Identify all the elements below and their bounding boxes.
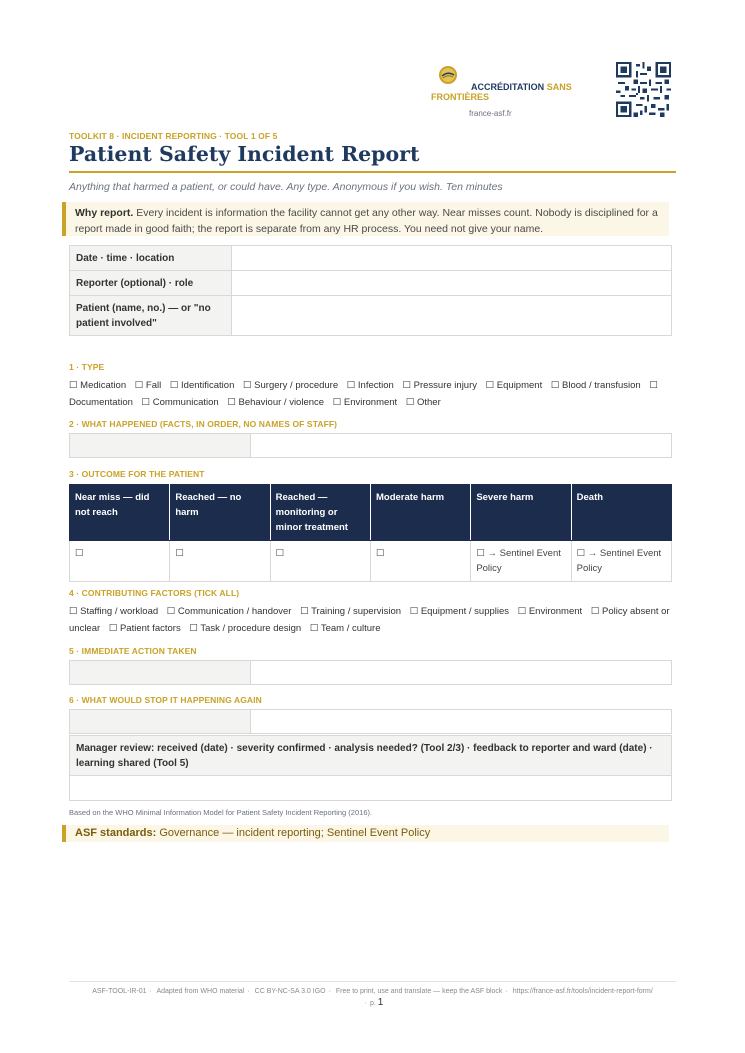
logo-word-1: ACCRÉDITATION: [471, 82, 545, 92]
reporter-role-field[interactable]: [232, 271, 672, 296]
section-what-happened-heading: 2 · WHAT HAPPENED (FACTS, IN ORDER, NO NAMES OF STAFF): [69, 419, 338, 429]
source-note: Based on the WHO Minimal Information Model for Patient Safety Incident Reporting (2016).: [69, 808, 373, 817]
outcome-header-moderate: Moderate harm: [370, 485, 470, 541]
outcome-header-severe: Severe harm: [471, 485, 571, 541]
type-option-identification[interactable]: ☐ Identification: [169, 380, 235, 391]
footer-adapted: Adapted from WHO material: [156, 988, 245, 995]
table-row: [70, 271, 672, 296]
table-row: [70, 776, 672, 801]
outcome-header-near-miss: Near miss — did not reach: [70, 485, 170, 541]
date-time-location-label: Date · time · location: [70, 246, 232, 271]
why-report-text: Every incident is information the facility cannot get any other way. Near misses count. Nobody is disciplined for a report made in good faith; the report is separate from any HR process. You need not give your name.: [75, 207, 658, 235]
outcome-table: [69, 484, 672, 582]
what-happened-label-cell: [70, 434, 251, 457]
table-row: [70, 296, 672, 336]
factor-option-training[interactable]: ☐ Training / supervision: [300, 606, 402, 617]
reporter-role-label: Reporter (optional) · role: [70, 271, 232, 296]
section-prevention-heading: 6 · WHAT WOULD STOP IT HAPPENING AGAIN: [69, 695, 262, 705]
type-option-infection[interactable]: ☐ Infection: [346, 380, 394, 391]
outcome-header-death: Death: [571, 485, 671, 541]
outcome-check-moderate[interactable]: ☐: [370, 541, 470, 582]
outcome-check-death[interactable]: ☐ → Sentinel Event Policy: [571, 541, 671, 582]
type-option-surgery[interactable]: ☐ Surgery / procedure: [243, 380, 339, 391]
type-option-behaviour[interactable]: ☐ Behaviour / violence: [227, 397, 325, 408]
factor-option-staffing[interactable]: ☐ Staffing / workload: [69, 606, 159, 617]
factor-option-equipment[interactable]: ☐ Equipment / supplies: [409, 606, 510, 617]
patient-field[interactable]: [232, 296, 672, 336]
factor-options: [69, 603, 676, 637]
outcome-check-severe[interactable]: ☐ → Sentinel Event Policy: [471, 541, 571, 582]
patient-label: Patient (name, no.) — or "no patient involved": [70, 296, 232, 336]
logo-url: france-asf.fr: [469, 109, 512, 118]
immediate-action-label-cell: [70, 661, 251, 684]
footer-free-note: Free to print, use and translate — keep the ASF block: [335, 988, 503, 995]
logo-wordmark: [431, 82, 601, 102]
section-type-heading: 1 · TYPE: [69, 362, 105, 372]
type-option-documentation[interactable]: ☐ Documentation: [69, 380, 658, 408]
manager-review-table: [69, 735, 672, 801]
type-option-communication[interactable]: ☐ Communication: [141, 397, 219, 408]
what-happened-field[interactable]: [69, 433, 672, 458]
page-number: 1: [377, 997, 384, 1008]
manager-review-field[interactable]: [70, 776, 672, 801]
prevention-field[interactable]: [69, 709, 672, 734]
qr-code-icon[interactable]: [616, 62, 671, 117]
type-option-blood[interactable]: ☐ Blood / transfusion: [550, 380, 641, 391]
asf-standards-text: Governance — incident reporting; Sentinel Event Policy: [156, 827, 431, 839]
factor-option-policy[interactable]: ☐ Policy absent or unclear: [69, 606, 670, 634]
outcome-check-near-miss[interactable]: ☐: [70, 541, 170, 582]
page-number-prefix: p.: [369, 1000, 376, 1007]
section-outcome-heading: 3 · OUTCOME FOR THE PATIENT: [69, 469, 205, 479]
table-row: [70, 246, 672, 271]
outcome-header-no-harm: Reached — no harm: [170, 485, 270, 541]
factor-option-environment[interactable]: ☐ Environment: [517, 606, 583, 617]
footer-rule: [69, 981, 676, 982]
factor-option-patient[interactable]: ☐ Patient factors: [108, 623, 181, 634]
footer-url[interactable]: https://france-asf.fr/tools/incident-report-form/: [512, 988, 653, 995]
outcome-check-minor[interactable]: ☐: [270, 541, 370, 582]
table-header-row: [70, 485, 672, 541]
type-option-pressure-injury[interactable]: ☐ Pressure injury: [402, 380, 477, 391]
title-rule: [69, 171, 676, 173]
type-option-medication[interactable]: ☐ Medication: [69, 380, 127, 391]
factor-option-team[interactable]: ☐ Team / culture: [309, 623, 381, 634]
type-options: [69, 377, 676, 411]
footer-license: CC BY-NC-SA 3.0 IGO: [254, 988, 326, 995]
table-row: [70, 736, 672, 776]
toolkit-kicker: TOOLKIT 8 · INCIDENT REPORTING · TOOL 1 OF 5: [69, 131, 278, 141]
factor-option-task[interactable]: ☐ Task / procedure design: [189, 623, 302, 634]
reporter-info-table: [69, 245, 672, 336]
page-title: Patient Safety Incident Report: [69, 142, 420, 166]
section-immediate-action-heading: 5 · IMMEDIATE ACTION TAKEN: [69, 646, 197, 656]
logo-word-3: FRONTIÈRES: [431, 92, 490, 102]
type-option-equipment[interactable]: ☐ Equipment: [485, 380, 543, 391]
immediate-action-field[interactable]: [69, 660, 672, 685]
asf-logo: [430, 64, 590, 120]
date-time-location-field[interactable]: [232, 246, 672, 271]
prevention-label-cell: [70, 710, 251, 733]
manager-review-label: Manager review: received (date) · severity confirmed · analysis needed? (Tool 2/3) · feedback to reporter and ward (date) · learning shared (Tool 5): [70, 736, 672, 776]
factor-option-communication[interactable]: ☐ Communication / handover: [166, 606, 292, 617]
page-footer: ASF-TOOL-IR-01 · Adapted from WHO material · CC BY-NC-SA 3.0 IGO · Free to print, use and translate — keep the ASF block · https://france-asf.fr/tools/incident-report-form/ · p. 1: [92, 988, 653, 1008]
why-report-label: Why report.: [75, 207, 134, 219]
outcome-header-minor: Reached — monitoring or minor treatment: [270, 485, 370, 541]
asf-standards-label: ASF standards:: [75, 827, 157, 839]
why-report-callout: [62, 202, 669, 236]
section-factors-heading: 4 · CONTRIBUTING FACTORS (TICK ALL): [69, 588, 240, 598]
table-row: [70, 541, 672, 582]
type-option-other[interactable]: ☐ Other: [405, 397, 441, 408]
asf-standards-callout: [62, 825, 669, 842]
type-option-fall[interactable]: ☐ Fall: [134, 380, 162, 391]
page-subtitle: Anything that harmed a patient, or could have. Any type. Anonymous if you wish. Ten minutes: [69, 181, 503, 193]
type-option-environment[interactable]: ☐ Environment: [332, 397, 398, 408]
logo-word-2: SANS: [546, 82, 572, 92]
outcome-check-no-harm[interactable]: ☐: [170, 541, 270, 582]
footer-code: ASF-TOOL-IR-01: [92, 988, 147, 995]
